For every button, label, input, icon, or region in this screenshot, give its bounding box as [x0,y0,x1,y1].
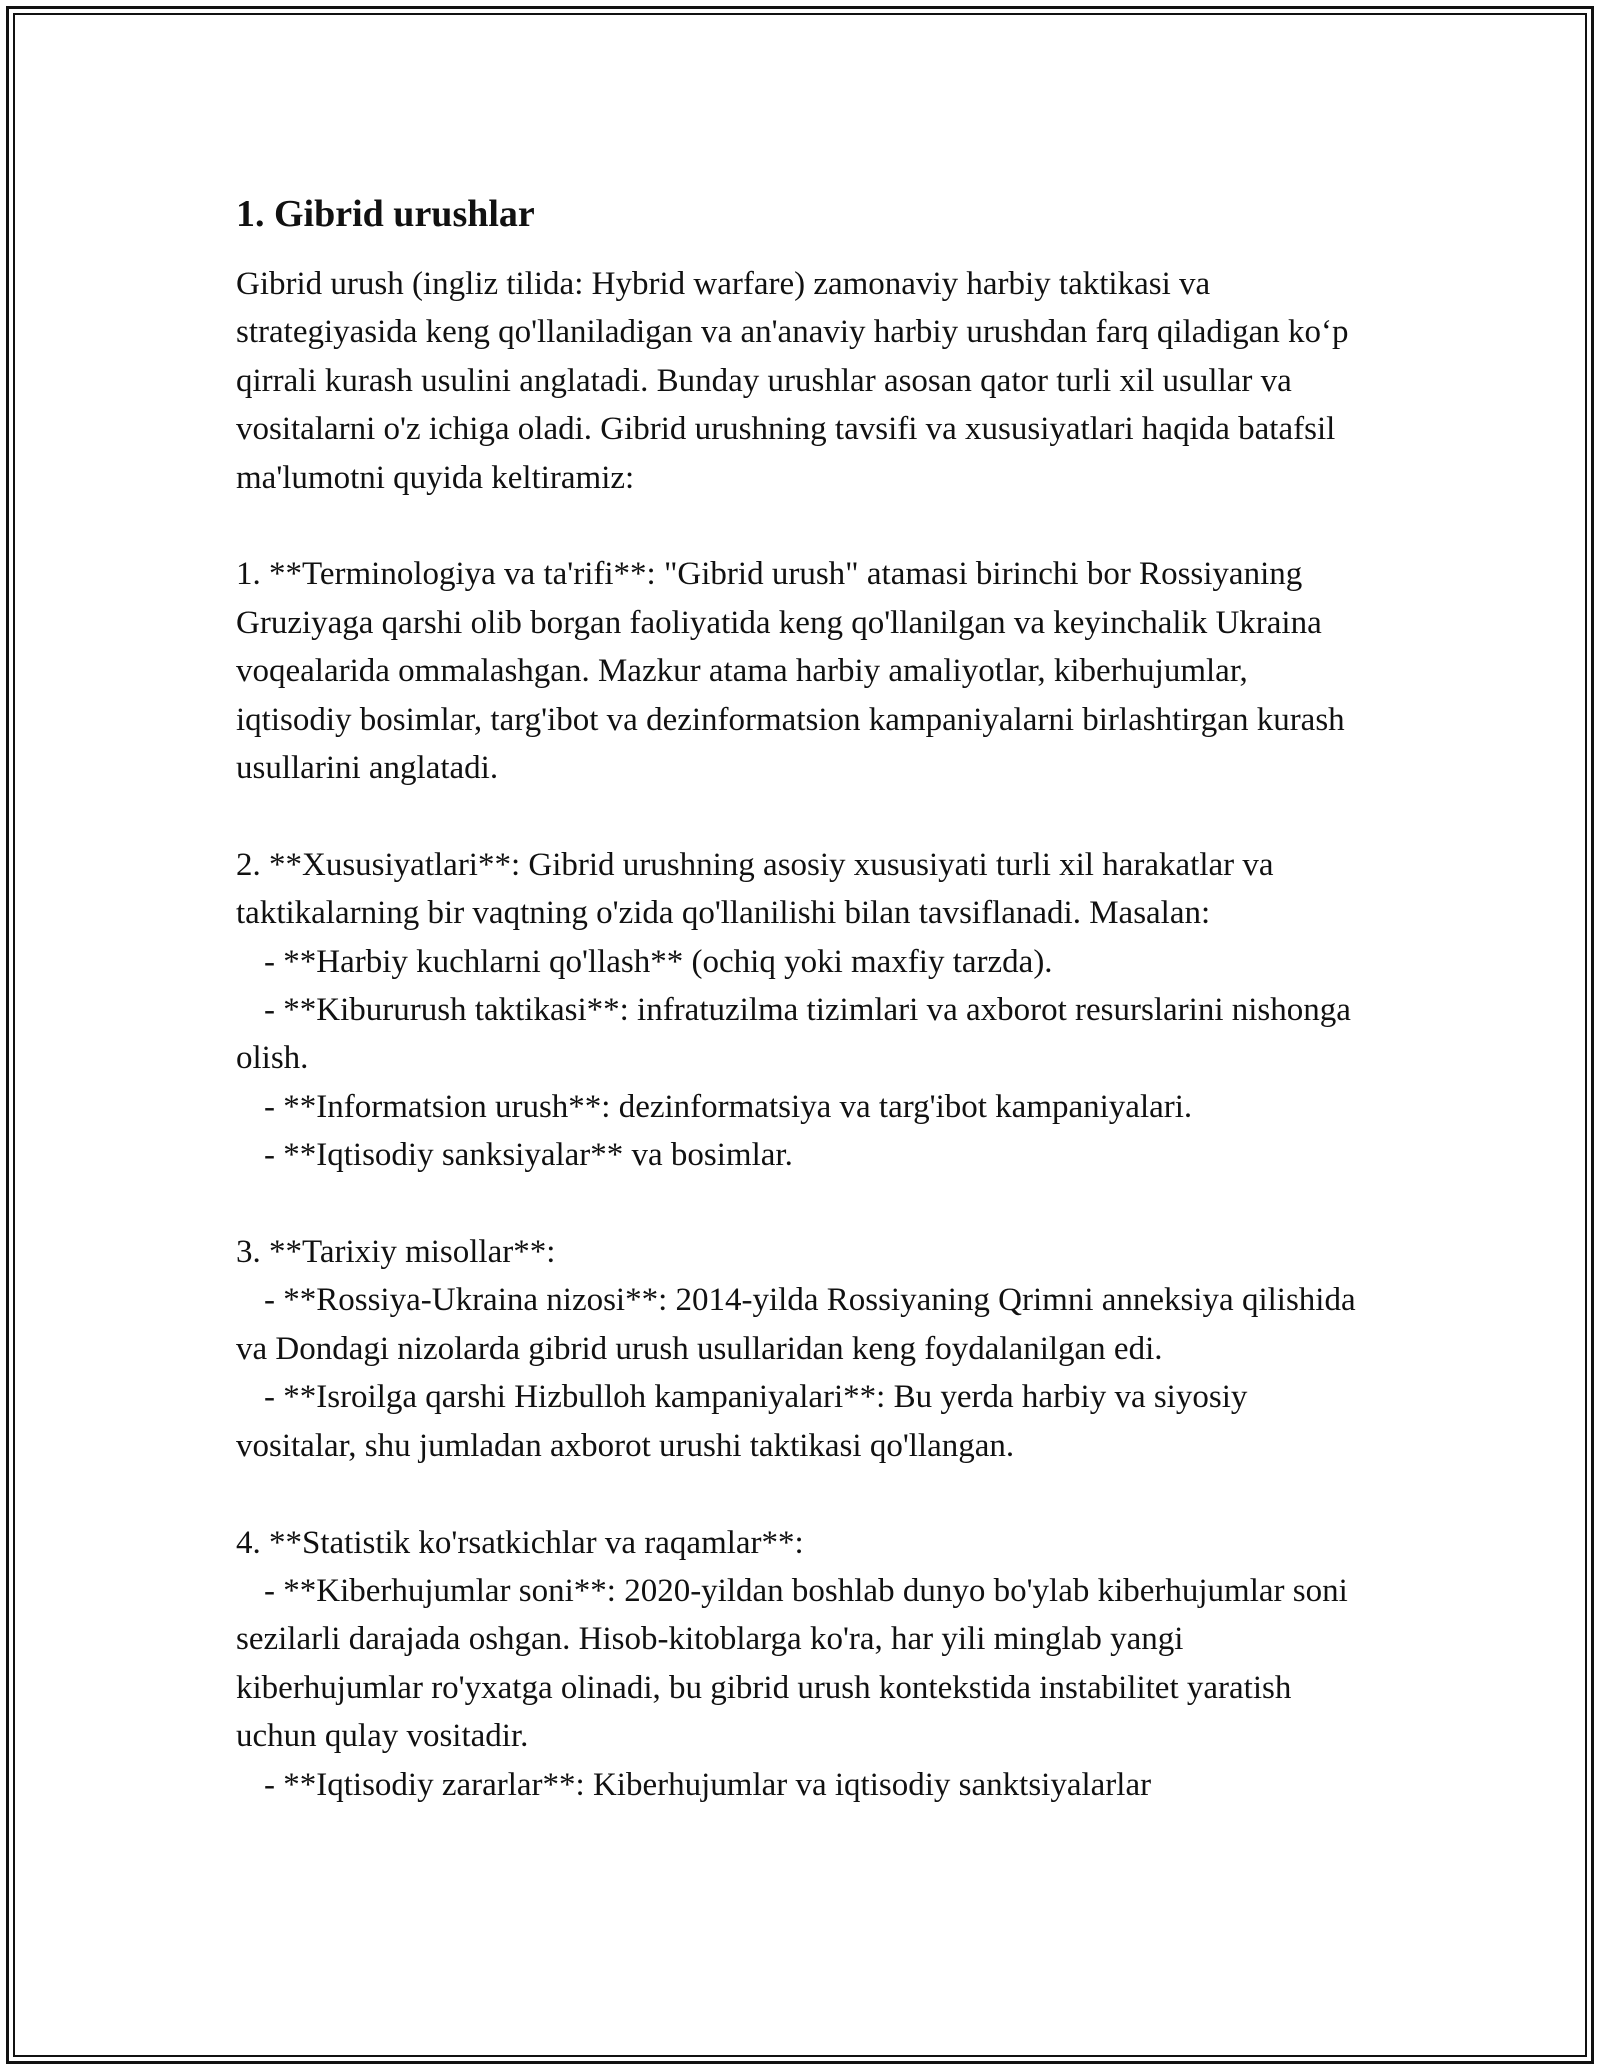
section-2-item: - **Informatsion urush**: dezinformatsiya va targ'ibot kampaniyalari. [264,1088,1193,1125]
paragraph-gap [236,792,1366,840]
section-4-paragraph: 4. **Statistik ko'rsatkichlar va raqamlar**: [236,1524,804,1561]
paragraph-gap [236,1180,1366,1228]
section-4-item: - **Kiberhujumlar soni**: 2020-yildan boshlab dunyo bo'ylab kiberhujumlar soni sezilarli darajada oshgan. Hisob-kitoblarga ko'ra, har yili minglab yangi kiberhujumlar ro'yxatga olinadi, bu gibrid urush kontekstida instabilitet yaratish uchun qulay vositadir. [236,1572,1357,1755]
paragraph-gap [236,502,1366,550]
section-3-item: - **Isroilga qarshi Hizbulloh kampaniyalari**: Bu yerda harbiy va siyosiy vositalar, shu jumladan axborot urushi taktikasi qo'llangan. [236,1379,1256,1464]
document-page [236,186,1366,1809]
section-2-item: - **Kibururush taktikasi**: infratuzilma tizimlari va axborot resurslarini nishonga olish. [236,992,1360,1077]
section-2-item: - **Iqtisodiy sanksiyalar** va bosimlar. [264,1137,793,1174]
section-heading: 1. Gibrid urushlar [236,193,535,235]
section-1-paragraph: 1. **Terminologiya va ta'rifi**: "Gibrid urush" atamasi birinchi bor Rossiyaning Gruziyaga qarshi olib borgan faoliyatida keng qo'llanilgan va keyinchalik Ukraina voqealarida ommalashgan. Mazkur atama harbiy amaliyotlar, kiberhujumlar, iqtisodiy bosimlar, targ'ibot va dezinformatsion kampaniyalarni birlashtirgan kurash usullarini anglatadi. [236,556,1353,787]
intro-paragraph: Gibrid urush (ingliz tilida: Hybrid warfare) zamonaviy harbiy taktikasi va strategiyasida keng qo'llaniladigan va an'anaviy harbiy urushdan farq qiladigan ko‘p qirrali kurash usulini anglatadi. Bunday urushlar asosan qator turli xil usullar va vositalarni o'z ichiga oladi. Gibrid urushning tavsifi va xususiyatlari haqida batafsil ma'lumotni quyida keltiramiz: [236,266,1357,496]
section-2-paragraph: 2. **Xususiyatlari**: Gibrid urushning asosiy xususiyati turli xil harakatlar va taktikalarning bir vaqtning o'zida qo'llanilishi bilan tavsiflanadi. Masalan: [236,846,1282,932]
section-4-item: - **Iqtisodiy zararlar**: Kiberhujumlar va iqtisodiy sanktsiyalarlar [264,1766,1152,1803]
paragraph-gap [236,1470,1366,1518]
section-3-item: - **Rossiya-Ukraina nizosi**: 2014-yilda Rossiyaning Qrimni anneksiya qilishida va Dondagi nizolarda gibrid urush usullaridan keng foydalanilgan edi. [236,1282,1364,1367]
section-2-item: - **Harbiy kuchlarni qo'llash** (ochiq yoki maxfiy tarzda). [264,943,1053,980]
section-3-paragraph: 3. **Tarixiy misollar**: [236,1234,556,1271]
